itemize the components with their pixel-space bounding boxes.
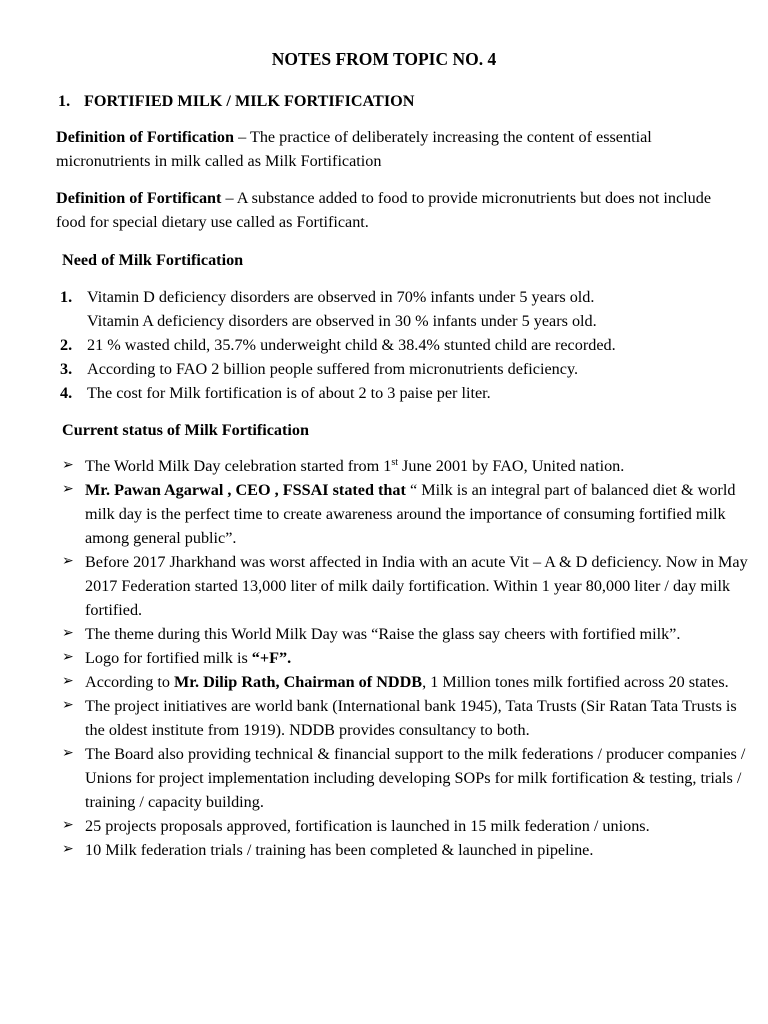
- list-text: Before 2017 Jharkhand was worst affected in India with an acute Vit – A & D deficiency. Now in May 2017 Federation started 13,000 liter of milk daily fortification. Within 1 year 80,000 liter / day milk fortified.: [85, 553, 748, 619]
- definition-term: Definition of Fortificant: [56, 189, 222, 207]
- list-bold-text: Mr. Pawan Agarwal , CEO , FSSAI stated that: [85, 481, 406, 499]
- list-bold-text: “+F”.: [251, 649, 292, 667]
- list-item: [62, 814, 752, 838]
- definition-fortificant: [56, 186, 736, 234]
- list-item: [60, 285, 740, 333]
- arrow-bullet-icon: ➢: [62, 650, 74, 665]
- list-item: [62, 454, 752, 478]
- definition-fortification: [56, 125, 736, 173]
- status-list: [62, 454, 752, 862]
- arrow-bullet-icon: ➢: [62, 482, 74, 497]
- list-number: 3.: [60, 360, 73, 378]
- list-text: 25 projects proposals approved, fortification is launched in 15 milk federation / unions.: [85, 817, 650, 835]
- definition-separator: –: [221, 189, 237, 207]
- section-heading: [58, 89, 414, 113]
- need-heading: Need of Milk Fortification: [62, 251, 244, 269]
- need-list: [60, 285, 740, 405]
- list-text: June 2001 by FAO, United nation.: [398, 457, 625, 475]
- list-text: Vitamin D deficiency disorders are observed in 70% infants under 5 years old.: [87, 288, 595, 306]
- list-item: [62, 646, 752, 670]
- list-text: The cost for Milk fortification is of about 2 to 3 paise per liter.: [87, 384, 491, 402]
- list-text: Logo for fortified milk is: [85, 649, 252, 667]
- page-title: NOTES FROM TOPIC NO. 4: [271, 49, 497, 69]
- list-item: [60, 381, 740, 405]
- definition-text: A substance added to food to provide micronutrients but does not include food for special dietary use called as Fortificant.: [56, 189, 712, 231]
- list-text: According to FAO 2 billion people suffered from micronutrients deficiency.: [87, 360, 579, 378]
- arrow-bullet-icon: ➢: [62, 674, 74, 689]
- arrow-bullet-icon: ➢: [62, 698, 74, 713]
- arrow-bullet-icon: ➢: [62, 842, 74, 857]
- list-text: The theme during this World Milk Day was “Raise the glass say cheers with fortified milk”.: [85, 625, 681, 643]
- section-number: 1.: [58, 92, 71, 110]
- status-heading: Current status of Milk Fortification: [62, 421, 309, 439]
- section-title: FORTIFIED MILK / MILK FORTIFICATION: [84, 92, 415, 110]
- arrow-bullet-icon: ➢: [62, 746, 74, 761]
- list-text: “ Milk is an integral part of balanced diet & world milk day is the perfect time to create awareness around the importance of consuming fortified milk among general public”.: [85, 481, 736, 547]
- arrow-bullet-icon: ➢: [62, 554, 74, 569]
- list-number: 1.: [60, 288, 73, 306]
- arrow-bullet-icon: ➢: [62, 458, 74, 473]
- list-item: [62, 622, 752, 646]
- list-text: The project initiatives are world bank (International bank 1945), Tata Trusts (Sir Ratan Tata Trusts is the oldest institute from 1919). NDDB provides consultancy to both.: [85, 697, 737, 739]
- list-text: The World Milk Day celebration started from 1: [85, 457, 392, 475]
- list-number: 4.: [60, 384, 73, 402]
- list-item: [62, 838, 752, 862]
- list-item: [60, 333, 740, 357]
- superscript: st: [391, 457, 398, 468]
- list-item: [60, 357, 740, 381]
- arrow-bullet-icon: ➢: [62, 626, 74, 641]
- arrow-bullet-icon: ➢: [62, 818, 74, 833]
- definition-term: Definition of Fortification: [56, 128, 235, 146]
- definition-text: The practice of deliberately increasing the content of essential micronutrients in milk called as Milk Fortification: [56, 128, 652, 170]
- definition-separator: –: [234, 128, 250, 146]
- list-item: [62, 550, 752, 622]
- list-text: 10 Milk federation trials / training has been completed & launched in pipeline.: [85, 841, 594, 859]
- list-bold-text: Mr. Dilip Rath, Chairman of NDDB: [174, 673, 423, 691]
- list-item: [62, 742, 752, 814]
- list-text: 21 % wasted child, 35.7% underweight child & 38.4% stunted child are recorded.: [87, 336, 616, 354]
- list-text: The Board also providing technical & financial support to the milk federations / producer companies / Unions for project implementation including developing SOPs for milk fortification & testing, trials / training / capacity building.: [85, 745, 746, 811]
- list-item: [62, 694, 752, 742]
- list-item: [62, 478, 752, 550]
- list-item: [62, 670, 752, 694]
- list-text: According to: [85, 673, 175, 691]
- list-text: Vitamin A deficiency disorders are observed in 30 % infants under 5 years old.: [87, 312, 597, 330]
- list-text: , 1 Million tones milk fortified across 20 states.: [422, 673, 729, 691]
- list-number: 2.: [60, 336, 73, 354]
